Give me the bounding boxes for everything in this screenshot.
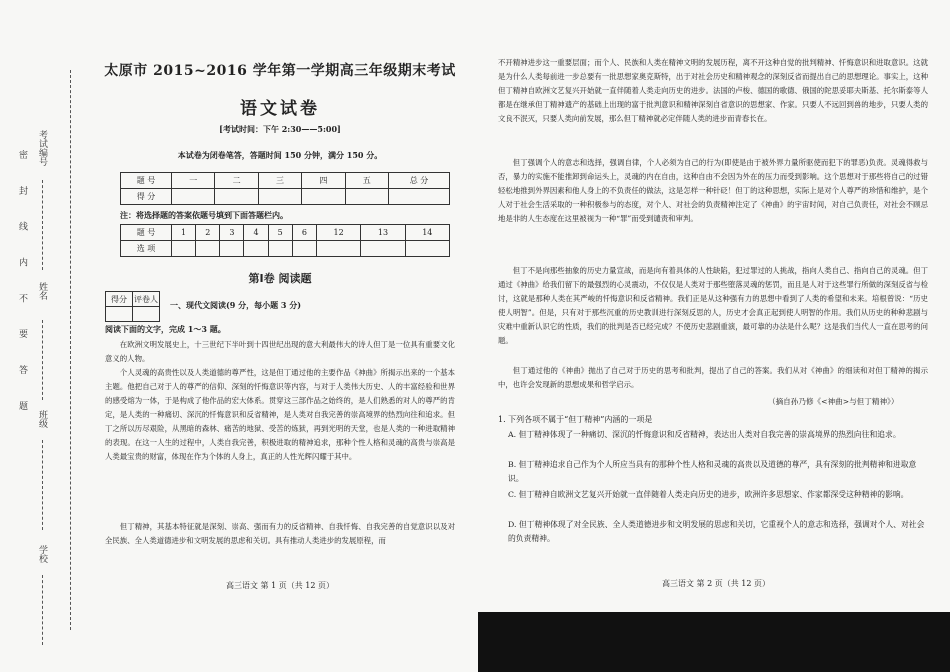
answer-cell — [268, 241, 292, 257]
name-label: 姓名 — [37, 282, 47, 300]
scan-shadow-bar — [478, 612, 950, 672]
score-row-label: 得 分 — [121, 189, 172, 205]
score-cell — [172, 189, 215, 205]
left-page — [90, 0, 470, 672]
score-col-2: 二 — [215, 173, 258, 189]
exam-note: 本试卷为闭卷笔答，答题时间 150 分钟，满分 150 分。 — [177, 150, 383, 160]
answer-cell — [292, 241, 316, 257]
question-1-option-a: A. 但丁精神体现了一种痛切、深沉的忏悔意识和反省精神，表达出人类对自我完善的崇高境界的热烈向往和追求。 — [508, 430, 901, 439]
answer-col: 12 — [316, 225, 360, 241]
left-paragraph-2: 个人灵魂的高贵性以及人类道德的尊严性，这是但丁通过他的主要作品《神曲》所揭示出来的一个基本主题。他把自己对于人的尊严的信仰、深刻的忏悔意识等内容，与对于人类伟大历史、人的丰富经验和世界的感受熔为一体，于是构成了他作品的宏大体系。贯穿这三部作品之始终的，是人们熟悉的对人的尊严的肯定，是人类的一种痛切、深沉的忏悔意识和反省精神，是人类对自我完善的崇高境界的热烈向往和追求。但丁之所以历尽艰险，从黑暗的森林、痛苦的地狱、受苦的炼狱，再到光明的天堂，也是人类的一种进取精神的表现。在这一人生的过程中，人类自我完善，积极进取的精神追求，那种个性人格和灵魂的高贵与崇高是人类最宝贵的财富，体现在作为个体的人身上，真正的人性光辉闪耀于其中。 — [105, 368, 455, 461]
answer-col: 5 — [268, 225, 292, 241]
score-cell — [258, 189, 301, 205]
answer-col-label: 题 号 — [121, 225, 172, 241]
right-paragraph-1: 不开精神进步这一重要层面；而个人、民族和人类在精神文明的发展历程，离不开这种自觉的批判精神、忏悔意识和进取意识。这就是为什么人类每前进一步总要有一批思想家奥克斯特，出于对社会历史和精神观念的深刻反省而提出自己的思想理论。事实上，这种但丁精神自欧洲文艺复兴开始就一直伴随着人类走向历史的进步。法国的卢梭、德国的歌德、俄国的陀思妥耶夫斯基、托尔斯泰等人都是在继承但丁精神遗产的基础上出现的富于批判意识和精神深刻自省意识的思想家、作家。只要人不远回到兽的地步，只要人类的文良不泯灭，只要人类向前发展，那么但丁精神就必定伴随人类的进步而青春长在。 — [498, 58, 928, 123]
grader-score-label: 得分 — [106, 292, 133, 307]
answer-col: 2 — [196, 225, 220, 241]
class-label: 班级 — [37, 410, 47, 428]
left-paragraph-1: 在欧洲文明发展史上，十三世纪下半叶到十四世纪出现的意大利最伟大的诗人但丁是一位具有重要文化意义的人物。 — [105, 340, 455, 363]
seal-dashed-line — [70, 70, 71, 630]
answer-cell — [316, 241, 360, 257]
answer-col: 4 — [244, 225, 268, 241]
score-col-4: 四 — [302, 173, 345, 189]
grader-cell — [106, 307, 133, 322]
right-paragraph-4: 但丁通过他的《神曲》抛出了自己对于历史的思考和批判，提出了自己的答案。我们从对《神曲》的细读和对但丁精神的揭示中，也许会发现新的思想成果和哲学启示。 — [498, 366, 928, 389]
score-col-total: 总 分 — [389, 173, 450, 189]
answer-table-header-row — [121, 225, 450, 241]
right-page — [488, 0, 944, 672]
exam-number-label: 考试编号 — [37, 130, 47, 166]
answer-table-option-row — [121, 241, 450, 257]
question-1-option-b: B. 但丁精神追求自己作为个人所应当具有的那种个性人格和灵魂的高贵以及道德的尊严，具有深刻的批判精神和进取意识。 — [508, 460, 917, 483]
school-line — [42, 575, 43, 645]
right-page-footer: 高三语文 第 2 页（共 12 页） — [662, 579, 770, 588]
score-cell — [215, 189, 258, 205]
answer-col: 14 — [405, 225, 449, 241]
reading-instruction: 阅读下面的文字，完成 1～3 题。 — [105, 324, 226, 334]
left-paragraph-3: 但丁精神，其基本特征就是深刻、崇高、强而有力的反省精神、自我忏悔、自我完善的自觉意识以及对全民族、全人类道德进步和文明发展的思虑和关切。具有推动人类进步的发展原程，而 — [105, 522, 455, 545]
answer-cell — [196, 241, 220, 257]
part-1-title: 第Ⅰ卷 阅读题 — [248, 272, 312, 285]
left-page-footer: 高三语文 第 1 页（共 12 页） — [226, 581, 334, 590]
question-1-stem: 1. 下列各项不属于“但丁精神”内涵的一项是 — [498, 415, 653, 424]
citation: （摘自孙乃修《<神曲>与但丁精神》） — [768, 397, 899, 406]
score-col-5: 五 — [345, 173, 388, 189]
answer-col: 13 — [361, 225, 405, 241]
score-table-header-row — [121, 173, 450, 189]
score-cell — [389, 189, 450, 205]
grader-blank-row — [106, 307, 160, 322]
answer-row-label: 选 项 — [121, 241, 172, 257]
score-table-score-row — [121, 189, 450, 205]
answer-table — [120, 224, 450, 257]
answer-col: 6 — [292, 225, 316, 241]
name-line — [42, 320, 43, 400]
answer-cell — [172, 241, 196, 257]
grader-header-row — [106, 292, 160, 307]
score-col-label: 题 号 — [121, 173, 172, 189]
right-paragraph-2: 但丁强调个人的意志和选择，强调自律，个人必须为自己的行为(即使是由于被外界力量所驱使而犯下的罪恶)负责。灵魂得救与否，暴力的实施不能推卸到命运头上，灵魂的内在自由，这种自由不会因为外在的压力而受到影响。这个思想对于那些将自己的过错轻松地推到外界因素和他人身上的不负责任的做法，这是怎样一种针砭！但丁的这种思想，实际上是对个人尊严的珍惜和维护，是个人对于社会生活采取的一种积极参与的态度，对个人、对社会的负责精神注定了《神曲》的宇宙时间，对自己负责任，对社会不顾忌地是非的人生态度在这里被视为一种“罪”而受到谴责和审判。 — [498, 158, 928, 223]
grader-name-label: 评卷人 — [133, 292, 160, 307]
section-1-heading: 一、现代文阅读(9 分，每小题 3 分) — [170, 300, 302, 310]
class-line — [42, 440, 43, 530]
answer-cell — [405, 241, 449, 257]
exam-time: [考试时间：下午 2:30——5:00] — [219, 124, 341, 134]
answer-col: 3 — [220, 225, 244, 241]
score-cell — [302, 189, 345, 205]
grader-cell — [133, 307, 160, 322]
binding-margin — [14, 20, 86, 650]
right-paragraph-3: 但丁不是向那些抽象的历史力量宣战，而是向有着具体的人性缺陷，犯过罪过的人挑战，指向人类自己、指向自己的灵魂。但丁通过《神曲》给我们留下的最强烈的心灵震动，不仅仅是人类对于那些堕落灵魂的惩罚，而且是人对于这些罪行所做的深刻反省与检讨，这就是那种人类在其严峻的忏悔意识和反省精神。我们正是从这种强有力的思想中看到了人类的希望和未来。培根曾说：“历史使人明智”。但是，只有对于那些沉重的历史教训进行深刻反思的人，历史才会真正起到使人明智的作用。我们从历史的种种悲剧与灾难中重新认识它的性质，我们的批判是否已经完成？不使历史悲剧重演，最可靠的办法是什么呢？这是我们当代人一直在思考的问题。 — [498, 266, 928, 345]
score-col-3: 三 — [258, 173, 301, 189]
score-cell — [345, 189, 388, 205]
answer-cell — [361, 241, 405, 257]
exam-number-line — [42, 180, 43, 270]
exam-title: 太原市 2015~2016 学年第一学期高三年级期末考试 — [104, 63, 456, 79]
exam-subtitle: 语文试卷 — [240, 99, 320, 119]
question-1-option-c: C. 但丁精神自欧洲文艺复兴开始就一直伴随着人类走向历史的进步，欧洲许多思想家、作家都深受这种精神的影响。 — [508, 490, 909, 499]
answer-col: 1 — [172, 225, 196, 241]
answer-instruction: 注：将选择题的答案依题号填到下面答题栏内。 — [120, 210, 288, 220]
school-label: 学校 — [37, 545, 47, 563]
score-table — [120, 172, 450, 205]
seal-line-note: 密 封 线 内 不 要 答 题 — [17, 150, 27, 423]
grader-box — [105, 291, 160, 322]
answer-cell — [220, 241, 244, 257]
question-1-option-d: D. 但丁精神体现了对全民族、全人类道德进步和文明发展的思虑和关切，它重视个人的意志和选择，强调对个人、对社会的负责精神。 — [508, 520, 925, 543]
answer-cell — [244, 241, 268, 257]
score-col-1: 一 — [172, 173, 215, 189]
